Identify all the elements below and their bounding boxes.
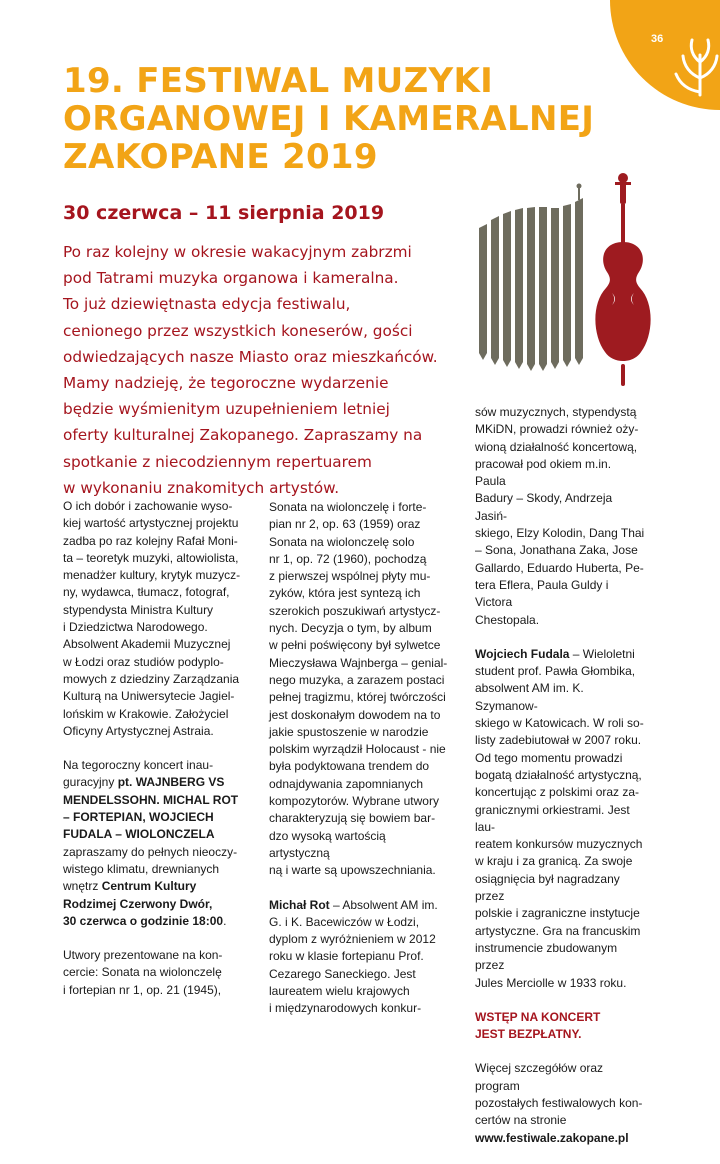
text-line: szerokich poszukiwań artystycz- — [269, 603, 441, 618]
text-line: Od tego momentu prowadzi — [475, 750, 623, 765]
text-line: . — [223, 913, 227, 928]
text-line: Sonata na wiolonczelę i forte- — [269, 500, 427, 514]
text-column-1 — [63, 498, 243, 1016]
venue-name: Centrum Kultury — [101, 879, 197, 894]
text-line: mowych z dziedziny Zarządzania — [63, 671, 240, 686]
title-line: ORGANOWEJ I KAMERALNEJ — [63, 99, 595, 139]
lead-line: cenionego przez wszystkich koneserów, gości — [63, 321, 413, 340]
text-line: student prof. Pawła Głombika, — [475, 664, 636, 679]
text-line: roku w klasie fortepianu Prof. — [269, 949, 424, 964]
text-line: Sonata na wiolonczelę solo — [269, 534, 415, 549]
concert-title: pt. WAJNBERG VS — [117, 775, 225, 790]
text-line: kiej wartość artystycznej projektu — [63, 516, 239, 531]
venue-name: Rodzimej Czerwony Dwór, — [63, 896, 213, 911]
text-line: ną i warte są upowszechniania. — [269, 863, 436, 878]
text-line: Cezarego Saneckiego. Jest — [269, 966, 416, 981]
text-line: Absolwent Akademii Muzycznej — [63, 637, 231, 652]
lead-line: To już dziewiętnasta edycja festiwalu, — [63, 295, 351, 314]
text-line: cercie: Sonata na wiolonczelę — [63, 965, 222, 980]
more-info-paragraph — [475, 1060, 645, 1146]
text-line: kompozytorów. Wybrane utwory — [269, 794, 439, 809]
text-line: lońskim w Krakowie. Założyciel — [63, 706, 229, 721]
text-line: zyków, która jest syntezą ich — [269, 586, 421, 601]
text-line: – Absolwent AM im. — [329, 897, 438, 912]
text-line: Badury – Skody, Andrzeja Jasiń- — [475, 491, 613, 523]
text-line: Jules Merciolle w 1933 roku. — [475, 975, 627, 990]
text-line: Na tegoroczny koncert inau- — [63, 758, 214, 773]
text-line: i Dziedzictwa Narodowego. — [63, 620, 208, 635]
organ-violin-illustration — [475, 168, 680, 393]
violin-icon — [595, 173, 650, 386]
text-line: O ich dobór i zachowanie wyso- — [63, 499, 233, 513]
text-line: i fortepian nr 1, op. 21 (1945), — [63, 982, 222, 997]
text-line: granicznymi orkiestrami. Jest lau- — [475, 802, 630, 834]
text-line: wistego klimatu, drewnianych — [63, 861, 220, 876]
text-line: pracował pod okiem m.in. Paula — [475, 456, 612, 489]
text-line: absolwent AM im. K. Szymanow- — [475, 681, 584, 713]
concert-datetime: 30 czerwca o godzinie 18:00 — [63, 913, 224, 928]
text-line: pozostałych festiwalowych kon- — [475, 1095, 643, 1110]
text-line: Oficyny Artystycznej Astraia. — [63, 723, 214, 738]
page-title — [63, 62, 623, 176]
lead-line: w wykonaniu znakomitych artystów. — [63, 478, 340, 497]
text-line: laureatem wielu krajowych — [269, 984, 410, 999]
text-column-2 — [269, 499, 449, 1035]
bio-paragraph — [269, 897, 449, 1018]
text-line: sów muzycznych, stypendystą — [475, 405, 637, 419]
text-line: osiągnięcia był nagradzany przez — [475, 871, 620, 904]
text-line: Mieczysława Wajnberga – genial- — [269, 655, 448, 670]
text-line: koncertując z polskimi oraz za- — [475, 785, 640, 800]
concert-title: – FORTEPIAN, WOJCIECH — [63, 810, 214, 825]
text-line: wnętrz — [63, 879, 102, 894]
text-line: była podyktowana trendem do — [269, 759, 430, 774]
festival-dates: 30 czerwca – 11 sierpnia 2019 — [63, 202, 385, 224]
text-line: MKiDN, prowadzi również oży- — [475, 422, 639, 437]
text-line: pełnej tragizmu, której twórczości — [269, 690, 446, 705]
text-line: dyplom z wyróżnieniem w 2012 — [269, 932, 436, 947]
text-line: nych. Decyzja o tym, by album — [269, 621, 432, 636]
page-corner-decoration — [610, 0, 720, 110]
text-line: menadżer kultury, krytyk muzycz- — [63, 568, 241, 583]
text-line: nego muzyka, a zarazem postaci — [269, 672, 445, 687]
text-line: tera Eflera, Paula Guldy i Victora — [475, 577, 609, 610]
free-entry-notice — [475, 1009, 645, 1044]
lead-line: odwiedzających nasze Miasto oraz mieszkańców. — [63, 347, 438, 366]
text-line: Utwory prezentowane na kon- — [63, 948, 223, 963]
text-line: charakteryzują się bowiem bar- — [269, 811, 436, 826]
text-line: jest doskonałym dowodem na to — [269, 707, 441, 722]
text-line: WSTĘP NA KONCERT — [475, 1009, 601, 1024]
text-line: nr 1, op. 72 (1960), pochodzą — [269, 551, 427, 566]
body-paragraph — [269, 499, 449, 880]
text-line: Więcej szczegółów oraz program — [475, 1061, 604, 1093]
text-line: polskim wyrządził Holocaust - nie — [269, 742, 446, 757]
text-line: listy zadebiutował w 2007 roku. — [475, 733, 642, 748]
text-line: JEST BEZPŁATNY. — [475, 1027, 582, 1042]
text-line: ta – teoretyk muzyki, altowiolista, — [63, 550, 239, 565]
text-line: zadba po raz kolejny Rafał Moni- — [63, 533, 238, 548]
lead-line: oferty kulturalnej Zakopanego. Zapraszamy na — [63, 426, 423, 445]
text-line: dzo wysoką wartością artystyczną — [269, 828, 386, 860]
text-line: skiego w Katowicach. W roli so- — [475, 716, 644, 731]
concert-info-paragraph — [63, 757, 243, 930]
body-paragraph — [475, 404, 645, 629]
text-column-3 — [475, 404, 645, 1164]
page-number: 36 — [651, 33, 664, 45]
text-line: G. i K. Bacewiczów w Łodzi, — [269, 914, 420, 929]
body-paragraph — [63, 947, 243, 999]
lead-line: pod Tatrami muzyka organowa i kameralna. — [63, 269, 399, 288]
artist-name: Wojciech Fudala — [475, 646, 570, 661]
title-line: 19. FESTIWAL MUZYKI — [63, 61, 494, 101]
text-line: odnajdywania zapomnianych — [269, 776, 424, 791]
artist-name: Michał Rot — [269, 897, 330, 912]
concert-title: FUDALA – WIOLONCZELA — [63, 827, 215, 842]
text-line: bogatą działalność artystyczną, — [475, 767, 642, 782]
lead-line: Po raz kolejny w okresie wakacyjnym zabrzmi — [63, 243, 412, 261]
text-line: polskie i zagraniczne instytucje — [475, 906, 640, 921]
lead-line: spotkanie z niecodziennym repertuarem — [63, 452, 372, 471]
text-line: wioną działalność koncertową, — [475, 439, 638, 454]
concert-title: MENDELSSOHN. MICHAL ROT — [63, 792, 239, 807]
text-line: w pełni poświęcony był sylwetce — [269, 638, 441, 653]
title-line: ZAKOPANE 2019 — [63, 137, 378, 177]
text-line: – Wieloletni — [569, 646, 635, 661]
text-line: Kulturą na Uniwersytecie Jagiel- — [63, 689, 235, 704]
text-line: Chestopala. — [475, 612, 540, 627]
text-line: zapraszamy do pełnych nieoczy- — [63, 844, 238, 859]
text-line: Gallardo, Eduardo Huberta, Pe- — [475, 560, 644, 575]
lead-line: będzie wyśmienitym uzupełnieniem letniej — [63, 400, 390, 419]
text-line: pian nr 2, op. 63 (1959) oraz — [269, 517, 421, 532]
text-line: certów na stronie — [475, 1113, 567, 1128]
text-line: z pierwszej wspólnej płyty mu- — [269, 569, 431, 584]
text-line: skiego, Elzy Kolodin, Dang Thai — [475, 526, 645, 541]
bio-paragraph — [475, 646, 645, 992]
body-paragraph — [63, 498, 243, 740]
lead-paragraph — [63, 239, 463, 501]
text-line: reatem konkursów muzycznych — [475, 837, 643, 852]
text-line: instrumencie zbudowanym przez — [475, 940, 618, 973]
lead-line: Mamy nadzieję, że tegoroczne wydarzenie — [63, 374, 389, 393]
festival-website-link[interactable]: www.festiwale.zakopane.pl — [475, 1130, 629, 1145]
text-line: ny, wydawca, tłumacz, fotograf, — [63, 585, 230, 600]
text-line: jakie spustoszenie w narodzie — [269, 724, 429, 739]
text-line: w Łodzi oraz studiów podyplo- — [63, 654, 224, 669]
text-line: i międzynarodowych konkur- — [269, 1001, 422, 1016]
text-line: guracyjny — [63, 775, 118, 790]
text-line: – Sona, Jonathana Zaka, Jose — [475, 543, 638, 558]
organ-pipes-icon — [479, 184, 583, 372]
text-line: artystyczne. Gra na francuskim — [475, 923, 641, 938]
text-line: stypendysta Ministra Kultury — [63, 602, 214, 617]
text-line: w kraju i za granicą. Za swoje — [475, 854, 633, 869]
